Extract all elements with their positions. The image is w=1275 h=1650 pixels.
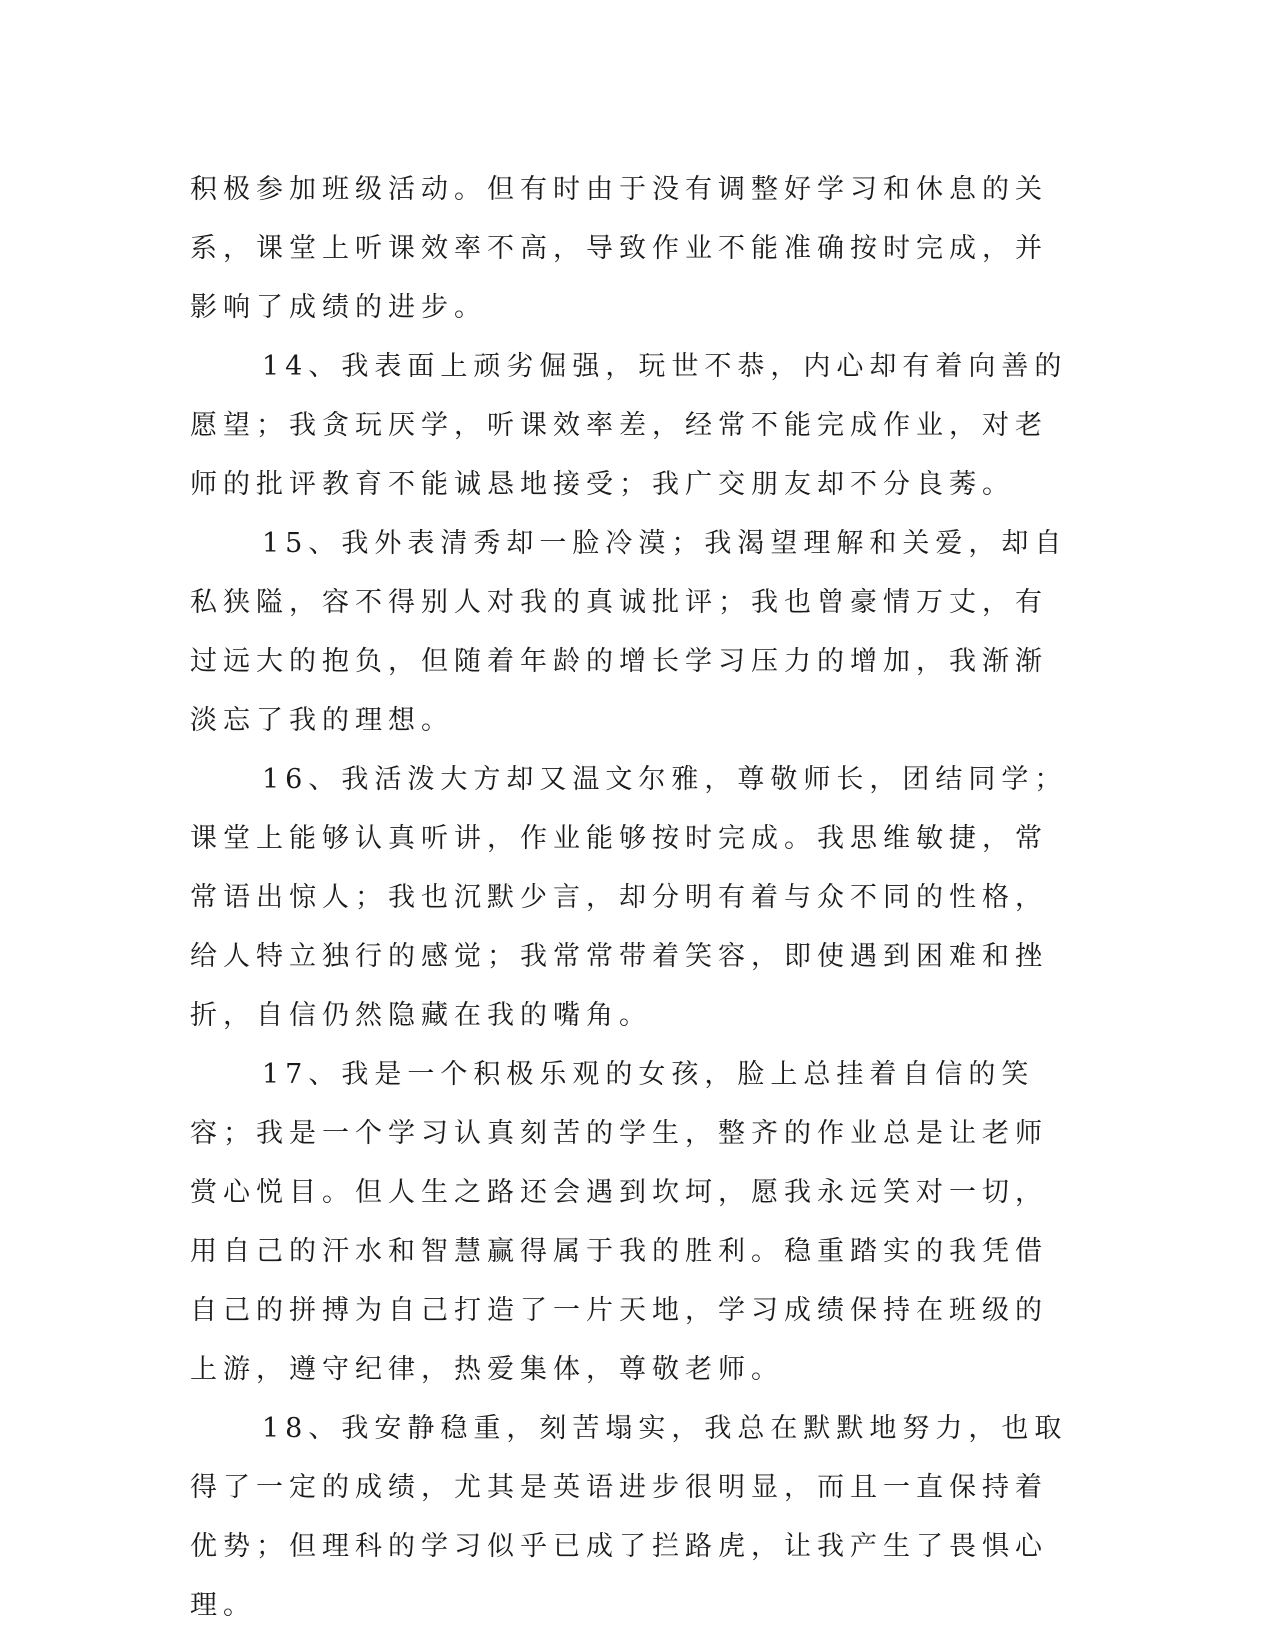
paragraph-17: 17、我是一个积极乐观的女孩，脸上总挂着自信的笑容；我是一个学习认真刻苦的学生，整齐的作业总是让老师赏心悦目。但人生之路还会遇到坎坷，愿我永远笑对一切，用自己的汗水和智慧赢得属于我的胜利。稳重踏实的我凭借自己的拼搏为自己打造了一片天地，学习成绩保持在班级的上游，遵守纪律，热爱集体，尊敬老师。 — [190, 1059, 1048, 1385]
paragraph-18: 18、我安静稳重，刻苦塌实，我总在默默地努力，也取得了一定的成绩，尤其是英语进步很明显，而且一直保持着优势；但理科的学习似乎已成了拦路虎，让我产生了畏惧心理。 — [190, 1413, 1068, 1621]
paragraph-16: 16、我活泼大方却又温文尔雅，尊敬师长，团结同学；课堂上能够认真听讲，作业能够按时完成。我思维敏捷，常常语出惊人；我也沉默少言，却分明有着与众不同的性格，给人特立独行的感觉；我常常带着笑容，即使遇到困难和挫折，自信仍然隐藏在我的嘴角。 — [190, 764, 1068, 1031]
document-body — [190, 160, 1070, 1635]
paragraph-14: 14、我表面上顽劣倔强，玩世不恭，内心却有着向善的愿望；我贪玩厌学，听课效率差，经常不能完成作业，对老师的批评教育不能诚恳地接受；我广交朋友却不分良莠。 — [190, 351, 1068, 500]
paragraph-13-continuation: 积极参加班级活动。但有时由于没有调整好学习和休息的关系，课堂上听课效率不高，导致作业不能准确按时完成，并影响了成绩的进步。 — [190, 174, 1048, 323]
paragraph-15: 15、我外表清秀却一脸冷漠；我渴望理解和关爱，却自私狭隘，容不得别人对我的真诚批评；我也曾豪情万丈，有过远大的抱负，但随着年龄的增长学习压力的增加，我渐渐淡忘了我的理想。 — [190, 528, 1068, 736]
